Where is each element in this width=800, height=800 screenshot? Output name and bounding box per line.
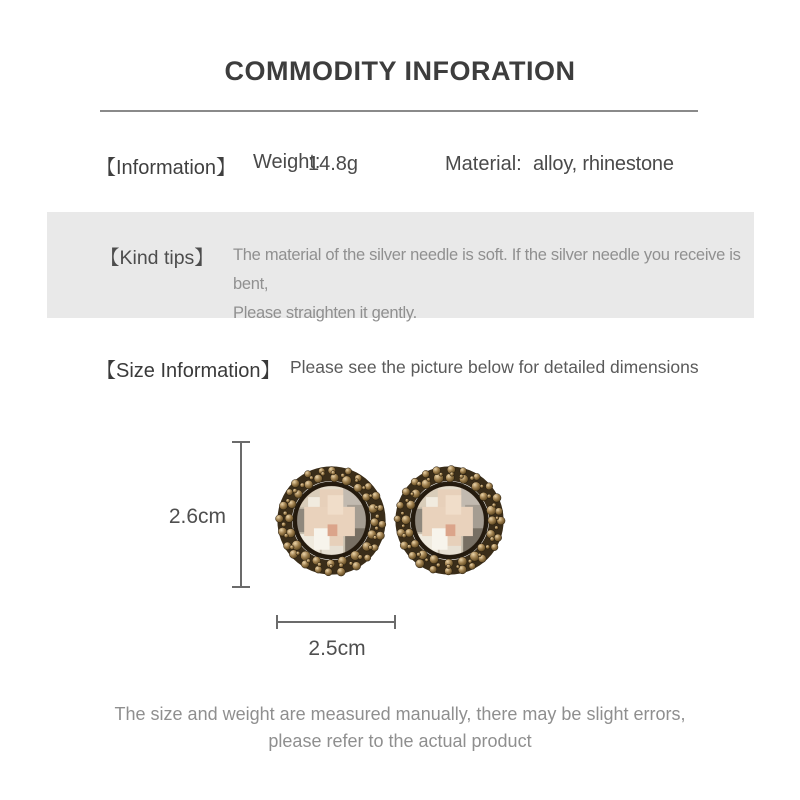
kind-tips-band xyxy=(47,212,754,322)
height-dimension-cap-top xyxy=(232,441,250,443)
kind-tips-line1: The material of the silver needle is soft. If the silver needle you receive is bent, xyxy=(233,246,741,293)
disclaimer-line2: please refer to the actual product xyxy=(268,731,532,751)
material-value: alloy, rhinestone xyxy=(533,153,674,175)
earring-right-image xyxy=(391,462,508,579)
height-dimension-value: 2.6cm xyxy=(168,505,226,528)
kind-tips-section-label: 【Kind tips】 xyxy=(100,247,214,269)
earring-left-image xyxy=(273,462,390,579)
kind-tips-line2: Please straighten it gently. xyxy=(233,304,417,322)
size-information-description: Please see the picture below for detailed dimensions xyxy=(290,357,699,377)
size-information-section-label: 【Size Information】 xyxy=(96,360,281,382)
material-label: Material: xyxy=(445,153,522,175)
width-dimension-line xyxy=(276,621,396,623)
title-divider xyxy=(100,110,698,112)
height-dimension-cap-bottom xyxy=(232,586,250,588)
page-title: COMMODITY INFORATION xyxy=(224,56,576,86)
width-dimension-value: 2.5cm xyxy=(308,637,366,660)
kind-tips-text xyxy=(233,241,743,328)
disclaimer-text xyxy=(0,701,800,755)
information-section-label: 【Information】 xyxy=(96,157,237,179)
height-dimension-line xyxy=(240,442,242,587)
width-dimension-cap-right xyxy=(394,615,396,629)
weight-label: Weight: xyxy=(253,151,321,173)
disclaimer-line1: The size and weight are measured manually, there may be slight errors, xyxy=(114,704,686,724)
weight-value: 14.8g xyxy=(308,153,359,175)
width-dimension-cap-left xyxy=(276,615,278,629)
